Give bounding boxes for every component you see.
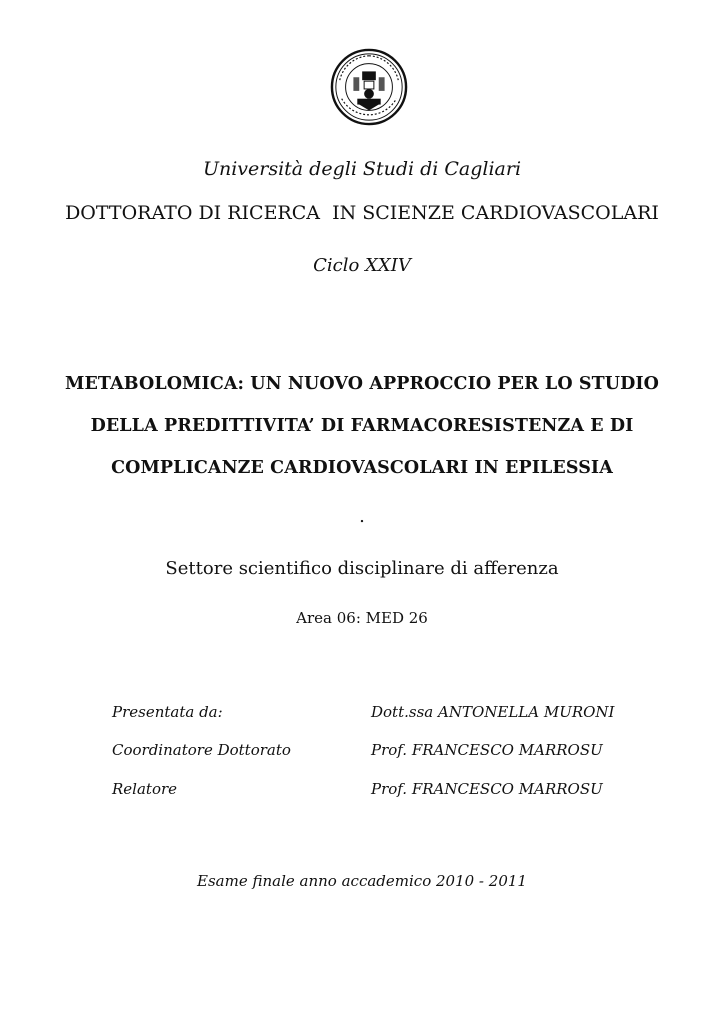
- doctorate-cycle: Ciclo XXIV: [313, 255, 411, 276]
- title-trailing-dot: .: [359, 506, 365, 527]
- presenter-label: Presentata da:: [112, 703, 223, 721]
- supervisor-name: Prof. FRANCESCO MARROSU: [371, 780, 603, 798]
- scientific-sector-area: Area 06: MED 26: [296, 609, 428, 627]
- scientific-sector-label: Settore scientifico disciplinare di afferenza: [165, 558, 559, 579]
- supervisor-label: Relatore: [112, 780, 178, 798]
- thesis-title-line-1: METABOLOMICA: UN NUOVO APPROCCIO PER LO STUDIO: [65, 374, 659, 394]
- final-exam-year: Esame finale anno accademico 2010 - 2011: [197, 872, 527, 890]
- university-seal-logo: [330, 48, 408, 126]
- thesis-title-line-2: DELLA PREDITTIVITA’ DI FARMACORESISTENZA E DI: [90, 416, 634, 436]
- thesis-title-line-3: COMPLICANZE CARDIOVASCOLARI IN EPILESSIA: [111, 458, 613, 478]
- university-name: Università degli Studi di Cagliari: [202, 158, 522, 180]
- presenter-name: Dott.ssa ANTONELLA MURONI: [371, 703, 615, 721]
- coordinator-name: Prof. FRANCESCO MARROSU: [371, 741, 603, 759]
- doctorate-program: DOTTORATO DI RICERCA IN SCIENZE CARDIOVASCOLARI: [65, 202, 659, 224]
- coordinator-label: Coordinatore Dottorato: [112, 741, 291, 759]
